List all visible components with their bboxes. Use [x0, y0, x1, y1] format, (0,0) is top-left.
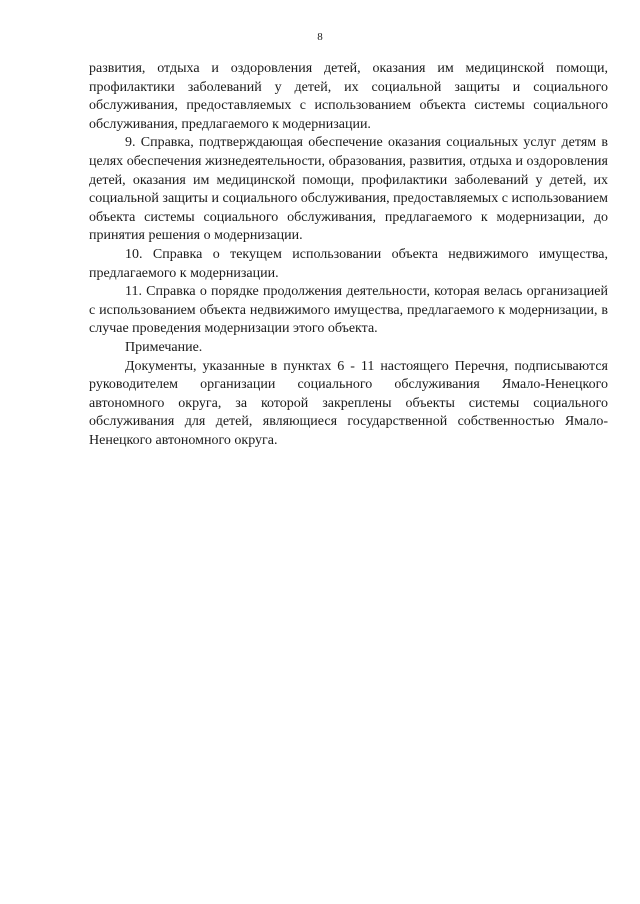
paragraph-item-11: 11. Справка о порядке продолжения деятельности, которая велась организацией с использованием объекта недвижимого имущества, предлагаемого к модернизации, в случае проведения модернизации этого объекта. — [89, 284, 608, 337]
paragraph-item-9: 9. Справка, подтверждающая обеспечение оказания социальных услуг детям в целях обеспечения жизнедеятельности, образования, развития, отдыха и оздоровления детей, оказания им медицинской помощи, профилактики заболеваний у детей, их социальной защиты и социального обслуживания, предоставляемых с использованием объекта системы социального обслуживания, предлагаемого к модернизации, до принятия решения о модернизации. — [89, 135, 608, 244]
page-number: 8 — [317, 31, 323, 43]
document-body — [89, 60, 608, 450]
note-heading: Примечание. — [125, 339, 203, 355]
paragraph-item-10: 10. Справка о текущем использовании объекта недвижимого имущества, предлагаемого к модернизации. — [89, 246, 608, 281]
note-body: Документы, указанные в пунктах 6 - 11 настоящего Перечня, подписываются руководителем организации социального обслуживания Ямало-Ненецкого автономного округа, за которой закреплены объекты системы социального обслуживания для детей, являющиеся государственной собственностью Ямало-Ненецкого автономного округа. — [89, 358, 608, 448]
paragraph-continuation: развития, отдыха и оздоровления детей, оказания им медицинской помощи, профилактики заболеваний у детей, их социальной защиты и социального обслуживания, предоставляемых с использованием объекта системы социального обслуживания, предлагаемого к модернизации. — [89, 61, 608, 132]
